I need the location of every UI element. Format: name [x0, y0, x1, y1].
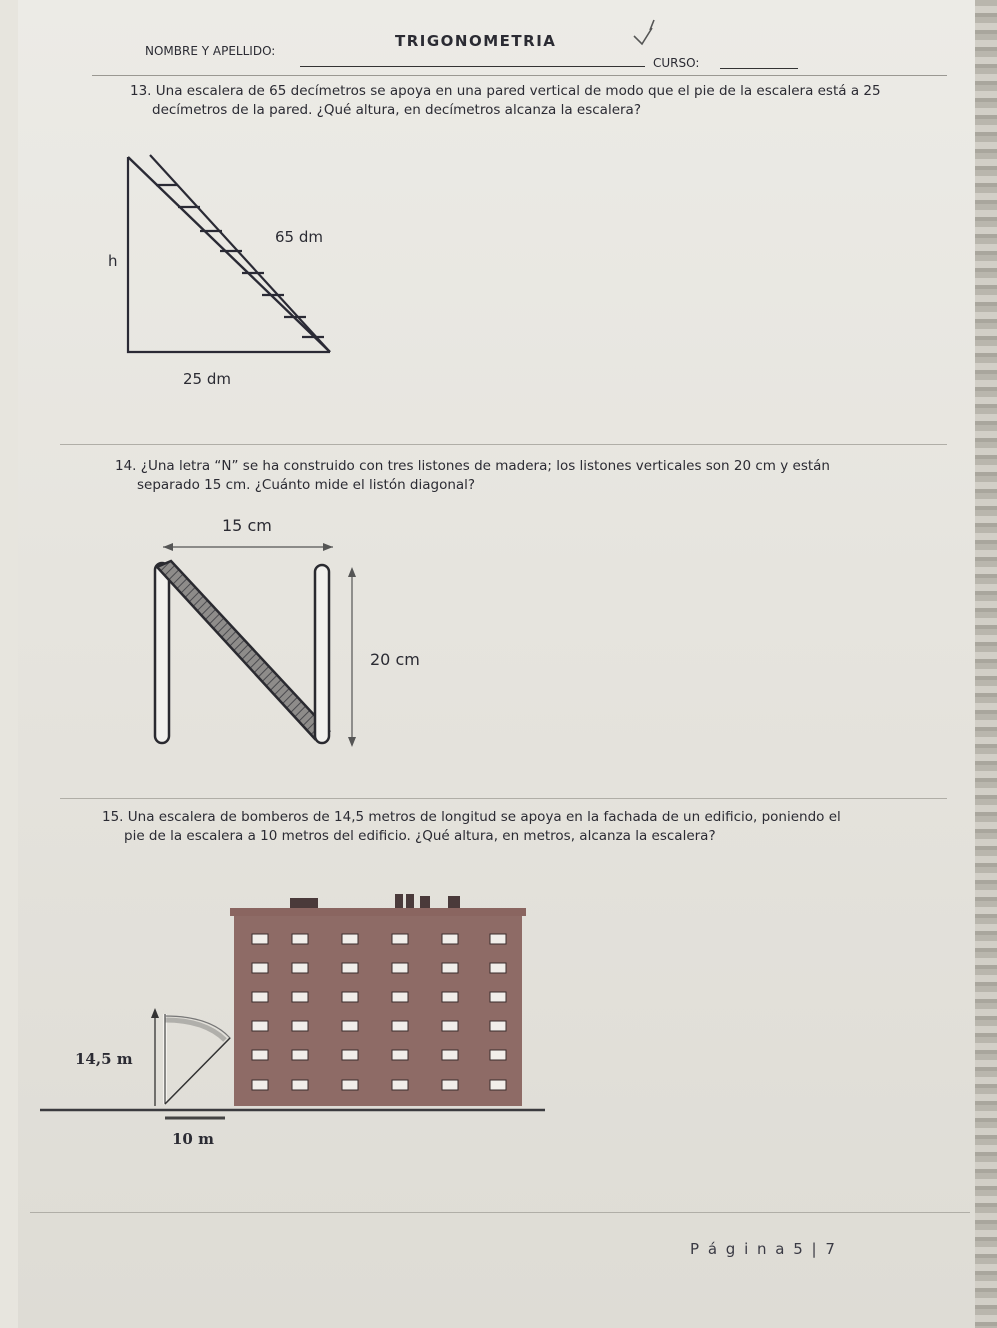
question-text-line: ¿Una letra “N” se ha construido con tres listones de madera; los listones verticales son 20 cm y están — [140, 458, 830, 474]
letter-n-diagram — [145, 535, 375, 755]
question-15 — [102, 808, 841, 846]
question-13 — [130, 82, 881, 120]
section-divider — [60, 444, 947, 445]
check-mark-icon — [630, 18, 670, 50]
question-text-line: Una escalera de 65 decímetros se apoya en una pared vertical de modo que el pie de la escalera está a 25 — [155, 83, 881, 99]
page-stack-edge — [975, 0, 997, 1328]
question-number: 15. — [102, 809, 124, 825]
question-text-line: Una escalera de bomberos de 14,5 metros de longitud se apoya en la fachada de un edificio, poniendo el — [127, 809, 841, 825]
base-length-label: 25 dm — [183, 370, 231, 388]
question-text-line: decímetros de la pared. ¿Qué altura, en decímetros alcanza la escalera? — [152, 102, 641, 118]
height-label: h — [108, 252, 118, 270]
question-14 — [115, 457, 830, 495]
ladder-length-label: 65 dm — [275, 228, 323, 246]
header-divider — [92, 75, 947, 76]
ladder-diagram-13 — [90, 145, 410, 395]
course-label: CURSO: — [653, 56, 700, 70]
worksheet-title: TRIGONOMETRIA — [395, 32, 557, 50]
question-number: 13. — [130, 83, 152, 99]
building-diagram — [40, 888, 560, 1138]
ladder-length-label: 14,5 m — [75, 1050, 133, 1068]
question-number: 14. — [115, 458, 137, 474]
course-field[interactable] — [720, 68, 798, 69]
height-label: 20 cm — [370, 650, 420, 669]
question-text-line: separado 15 cm. ¿Cuánto mide el listón diagonal? — [137, 477, 476, 493]
name-field[interactable] — [300, 66, 645, 67]
page-number: P á g i n a 5 | 7 — [690, 1240, 837, 1258]
question-text-line: pie de la escalera a 10 metros del edificio. ¿Qué altura, en metros, alcanza la escalera? — [124, 828, 716, 844]
section-divider — [30, 1212, 970, 1213]
width-label: 15 cm — [222, 516, 272, 535]
name-label: NOMBRE Y APELLIDO: — [145, 44, 276, 58]
base-length-label: 10 m — [172, 1130, 214, 1148]
section-divider — [60, 798, 947, 799]
